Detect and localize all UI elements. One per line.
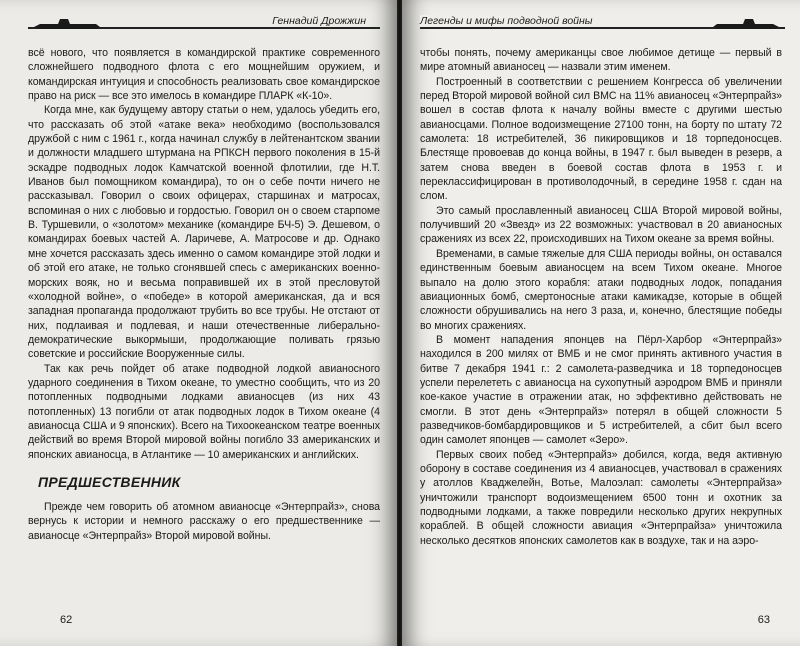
- right-page: [402, 0, 800, 646]
- running-head-title: Легенды и мифы подводной войны: [420, 15, 597, 27]
- running-head-title: Геннадий Дрожжин: [268, 15, 370, 27]
- paragraph: Первых своих побед «Энтерпрайз» добился, когда, ведя активную оборону в составе соединения из 4 авианосцев, участвовал в сражениях у атоллов Кваджелейн, Вотье, Малоэлап: самолеты «Энтерпрайза» уничтожили транспорт водоизмещением 6500 тонн и охотник за подводными лодками, а также повредили несколько других некрупных кораблей. В общей сложности авиация «Энтерпрайза» уничтожила несколько десятков японских самолетов как в воздухе, так и на аэро-: [420, 448, 782, 547]
- paragraph: Построенный в соответствии с решением Конгресса об увеличении перед Второй мировой войной сил ВМС на 11% авианосец «Энтерпрайз» вошел в состав флота к началу войны вместе с другими шестью авианосцами. Полное водоизмещение 27100 тонн, на борту по штату 72 самолета: 18 истребителей, 36 пикировщиков и 18 торпедоносцев. Блестяще провоевав до конца войны, в 1947 г. был выведен в резерв, а затем снова введен в боевой состав флота в 1953 г. и переклассифицирован в противолодочный, в середине 1958 г. сдан на слом.: [420, 75, 782, 203]
- section-heading: ПРЕДШЕСТВЕННИК: [38, 473, 181, 490]
- submarine-icon: [711, 17, 781, 31]
- paragraph: всё нового, что появляется в командирской практике современного сложнейшего подводного флота с его мощнейшим оружием, и командирская интуиция и способность реализовать свое командирское право на риск — все это имелось в командире ПЛАРК «К-10».: [28, 47, 380, 103]
- paragraph: Прежде чем говорить об атомном авианосце «Энтерпрайз», снова вернусь к истории и немного расскажу о его предшественнике — авианосце «Энтерпрайз» Второй мировой войны.: [28, 500, 380, 542]
- left-page-body: [28, 46, 380, 543]
- paragraph: Временами, в самые тяжелые для США периоды войны, он оставался единственным боевым авианосцем на всем Тихом океане. Многое выпало на долю этого корабля: атаки подводных лодок, попадания авиационных бомб, смертоносные атаки камикадзе, которые в общей сложности обрушивались на него 3 раза, и, конечно, блестящие победы во многих сражениях.: [420, 247, 782, 332]
- page-number: 63: [757, 614, 770, 626]
- paragraph: чтобы понять, почему американцы свое любимое детище — первый в мире атомный авианосец — назвали этим именем.: [420, 47, 782, 74]
- right-page-body: [420, 46, 782, 548]
- page-number: 62: [60, 614, 73, 626]
- paragraph: Это самый прославленный авианосец США Второй мировой войны, получивший 20 «Звезд» из 22 возможных: участвовал в 20 авианосных сражениях из всех 22, происходивших на Тихом океане за время войны.: [420, 204, 782, 246]
- left-running-head: [28, 10, 380, 36]
- paragraph: Так как речь пойдет об атаке подводной лодкой авианосного ударного соединения в Тихом океане, то уместно сообщить, что из 20 потопленных подводными лодками авианосцев (из них 43 потопленных) 13 погибли от атак подводных лодок в Тихом океане (4 авианосца США и 9 японских). Всего на Тихоокеанском театре военных действий во время Второй мировой войны погибло 33 американских и японских авианосца, в Атлантике — 10 американских и английских.: [28, 362, 380, 461]
- submarine-icon: [32, 17, 102, 31]
- right-running-head: [420, 10, 785, 36]
- left-page: [0, 0, 397, 646]
- paragraph: В момент нападения японцев на Пёрл-Харбор «Энтерпрайз» находился в 200 милях от ВМБ и не смог принять активного участия в битве 7 декабря 1941 г.: 2 самолета-разведчика и 18 торпедоносцев успели перелететь с авианосца на сухопутный аэродром ВМБ и приняли кое-какое участие в отражении атак, но эффективно действовать не смогли. В этот день «Энтерпрайз» потерял в общей сложности 5 разведчиков-бомбардировщиков и 5 истребителей, а сбит был всего один самолет японцев — самолет «Зеро».: [420, 333, 782, 447]
- paragraph: Когда мне, как будущему автору статьи о нем, удалось убедить его, что рассказать об этой «атаке века» необходимо (воспользовался дружбой с ним с 1961 г., когда начинал службу в лейтенантском звании и должности младшего штурмана на РПКСН первого поколения в 15-й эскадре подводных лодок Камчатской военной флотилии, где Н.Т. Иванов был помощником командира), то он о себе почти ничего не рассказывал. Говорил о своих офицерах, старшинах и матросах, вспоминая о них с любовью и гордостью. Говорил он о своем старпоме В. Туршевили, о «золотом» механике (командире БЧ-5) Э. Дешевом, о командирах боевых частей А. Ларичеве, А. Матросове и др. Однако мне хочется рассказать здесь именно о самом командире этой лодки и об этой его атаке, не только сгонявшей спесь с американских военно-морских вояк, но и весьма поправившей их в этой пресловутой «холодной войне», о «победе» в которой американская, да и вся западная пропаганда продолжают трубить во все трубы. Не отстают от них, подлаивая и подлевая, и наши отечественные либерально-демократические выкормыши, продолжающие поливать грязью советские и российские Вооруженные силы.: [28, 104, 380, 361]
